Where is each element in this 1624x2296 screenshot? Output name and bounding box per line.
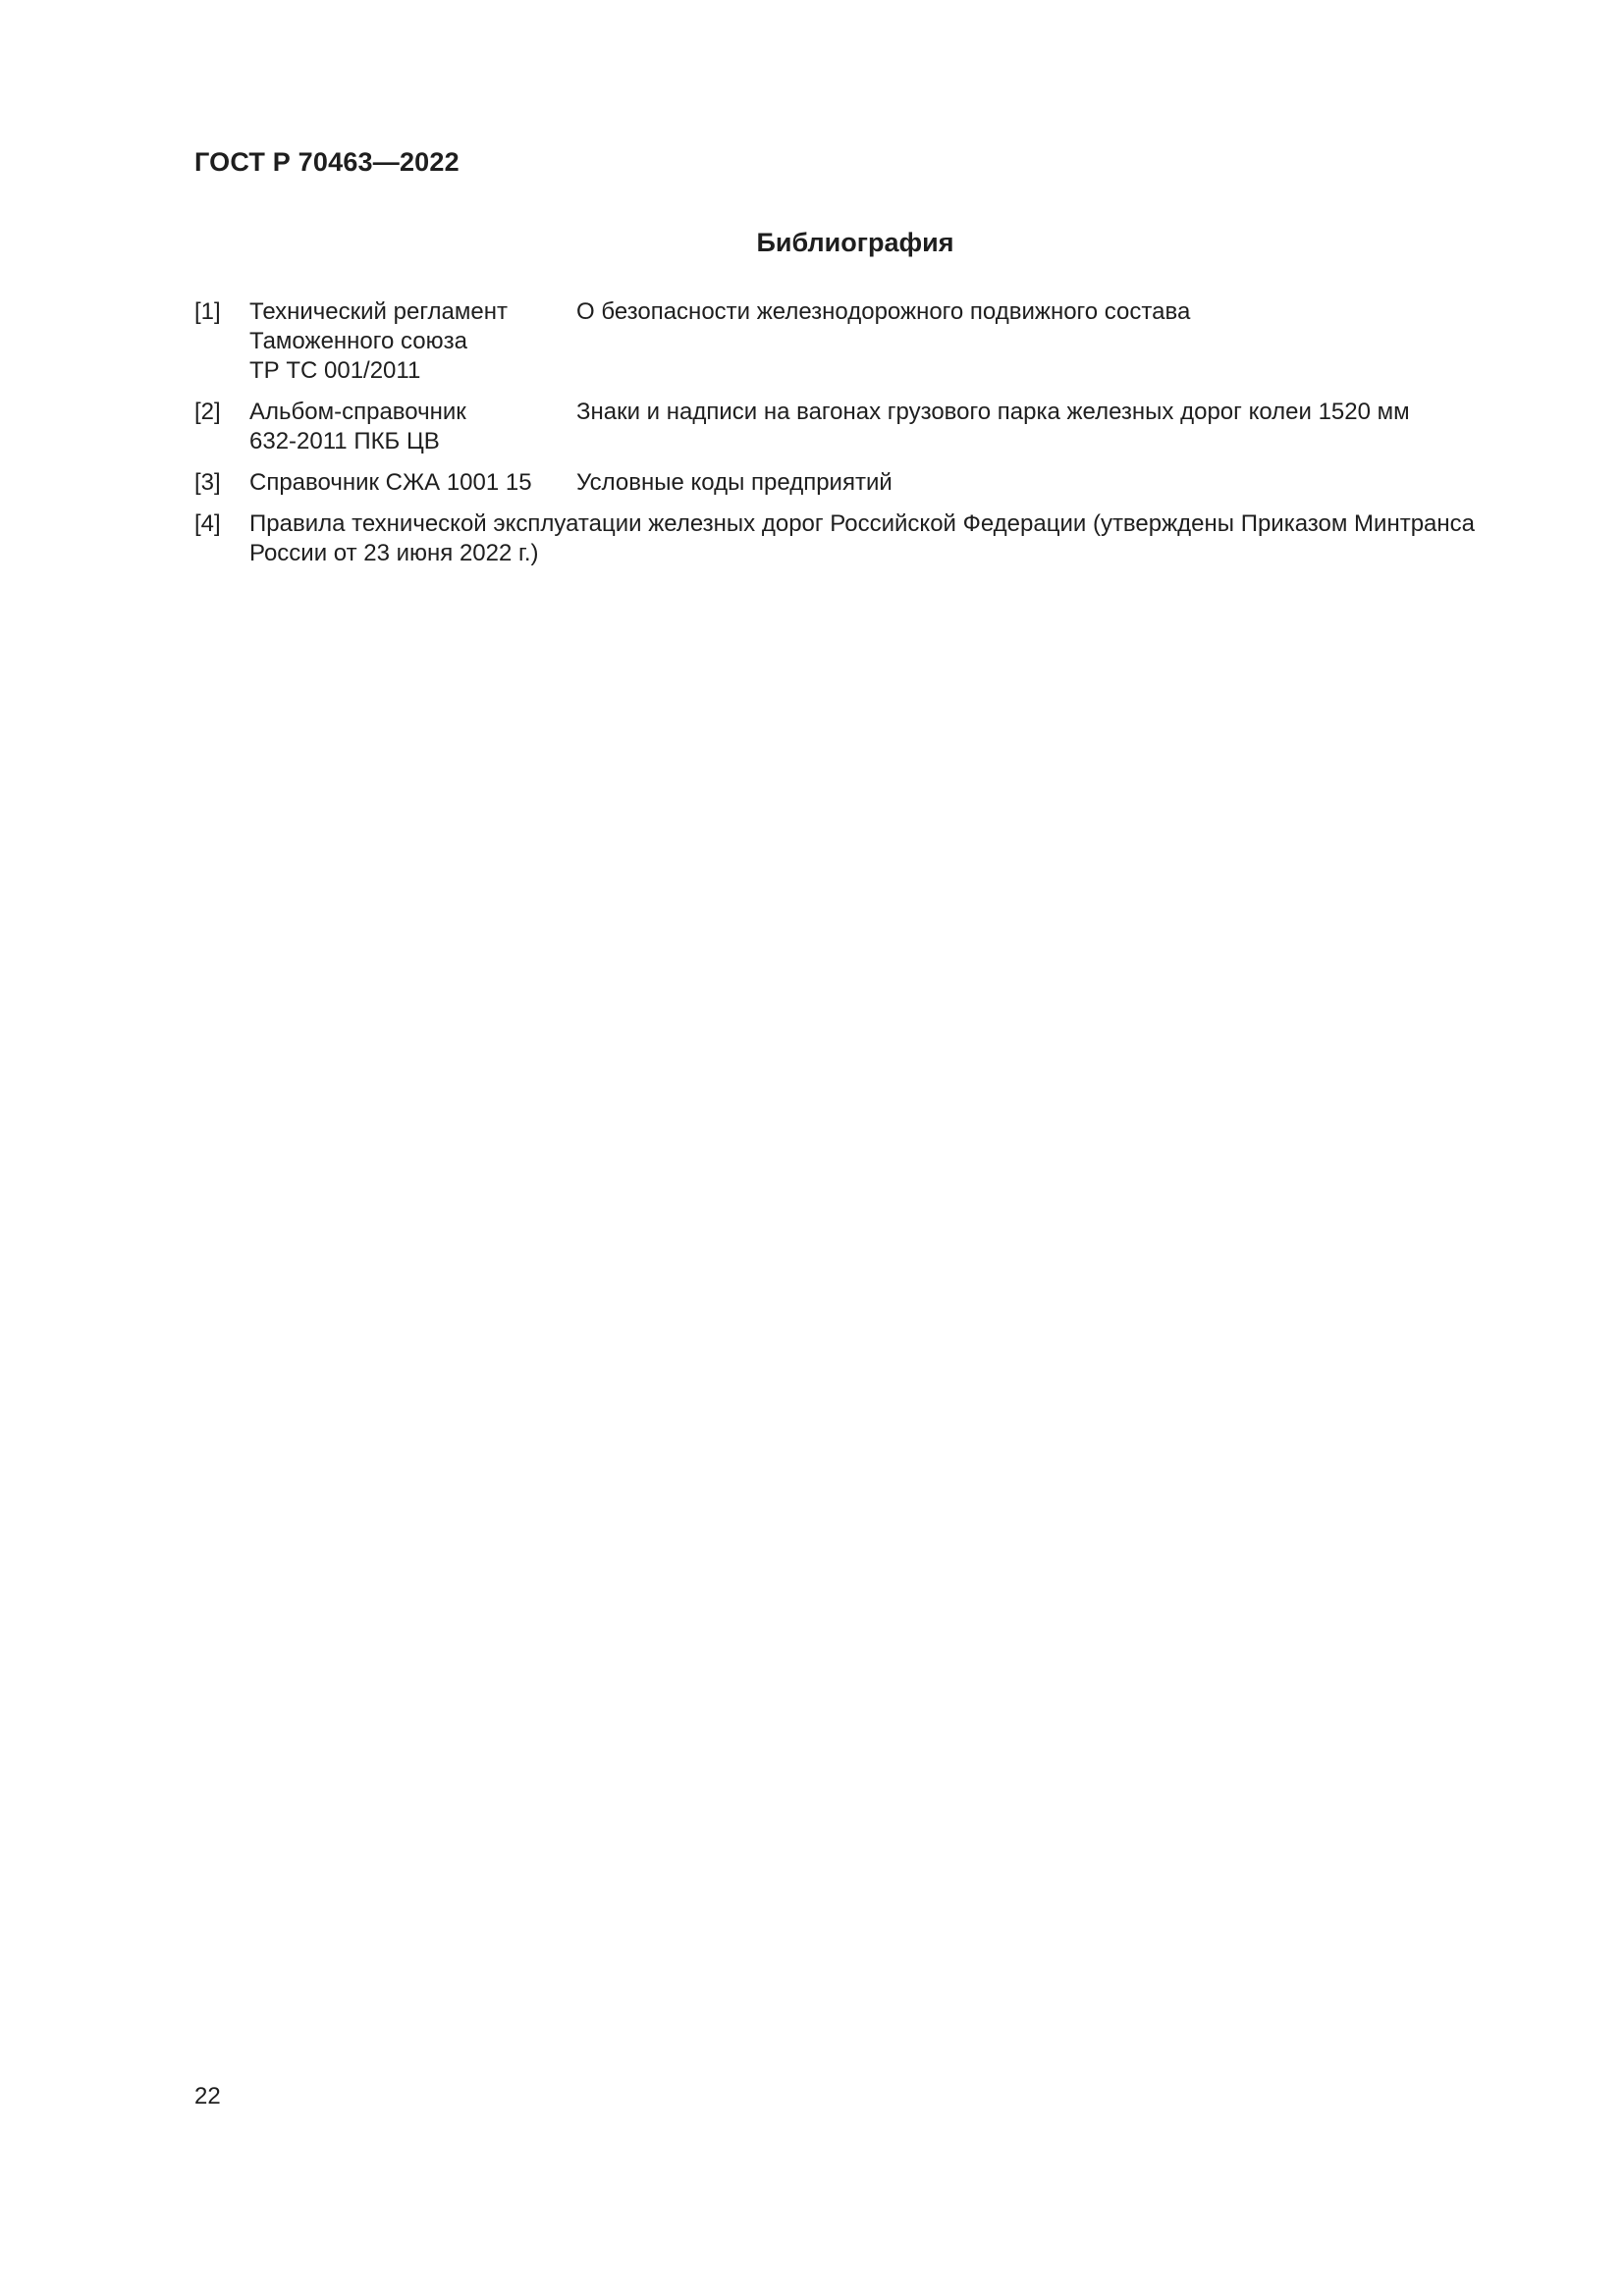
entry-number: [2] bbox=[194, 399, 221, 425]
entry-source bbox=[249, 297, 576, 386]
entry-source bbox=[249, 468, 576, 498]
entry-source-line: ТР ТС 001/2011 bbox=[249, 357, 421, 384]
bibliography-entry bbox=[194, 468, 1549, 498]
entry-source bbox=[249, 398, 576, 456]
document-header: ГОСТ Р 70463—2022 bbox=[194, 147, 460, 177]
entry-source-line: Справочник СЖА 1001 15 bbox=[249, 469, 532, 496]
page-number: 22 bbox=[194, 2083, 221, 2109]
bibliography-entry bbox=[194, 398, 1549, 456]
entry-description: О безопасности железнодорожного подвижного состава bbox=[576, 298, 1191, 325]
section-title: Библиография bbox=[756, 228, 954, 257]
entry-number: [1] bbox=[194, 298, 221, 325]
bibliography-entry bbox=[194, 297, 1549, 386]
entry-number: [4] bbox=[194, 510, 221, 537]
entry-source-line: Альбом-справочник bbox=[249, 399, 466, 425]
entry-description: Знаки и надписи на вагонах грузового парка железных дорог колеи 1520 мм bbox=[576, 399, 1410, 425]
entry-source-line: 632-2011 ПКБ ЦВ bbox=[249, 428, 440, 454]
bibliography-entry bbox=[194, 509, 1549, 568]
entry-source-line: Технический регламент bbox=[249, 298, 508, 325]
entry-description: Правила технической эксплуатации железных дорог Российской Федерации (утверждены Приказом Минтранса России от 23 июня 2022 г.) bbox=[249, 510, 1475, 566]
bibliography-list bbox=[194, 297, 1549, 580]
entry-description: Условные коды предприятий bbox=[576, 469, 893, 496]
entry-source-line: Таможенного союза bbox=[249, 328, 467, 354]
entry-number: [3] bbox=[194, 469, 221, 496]
